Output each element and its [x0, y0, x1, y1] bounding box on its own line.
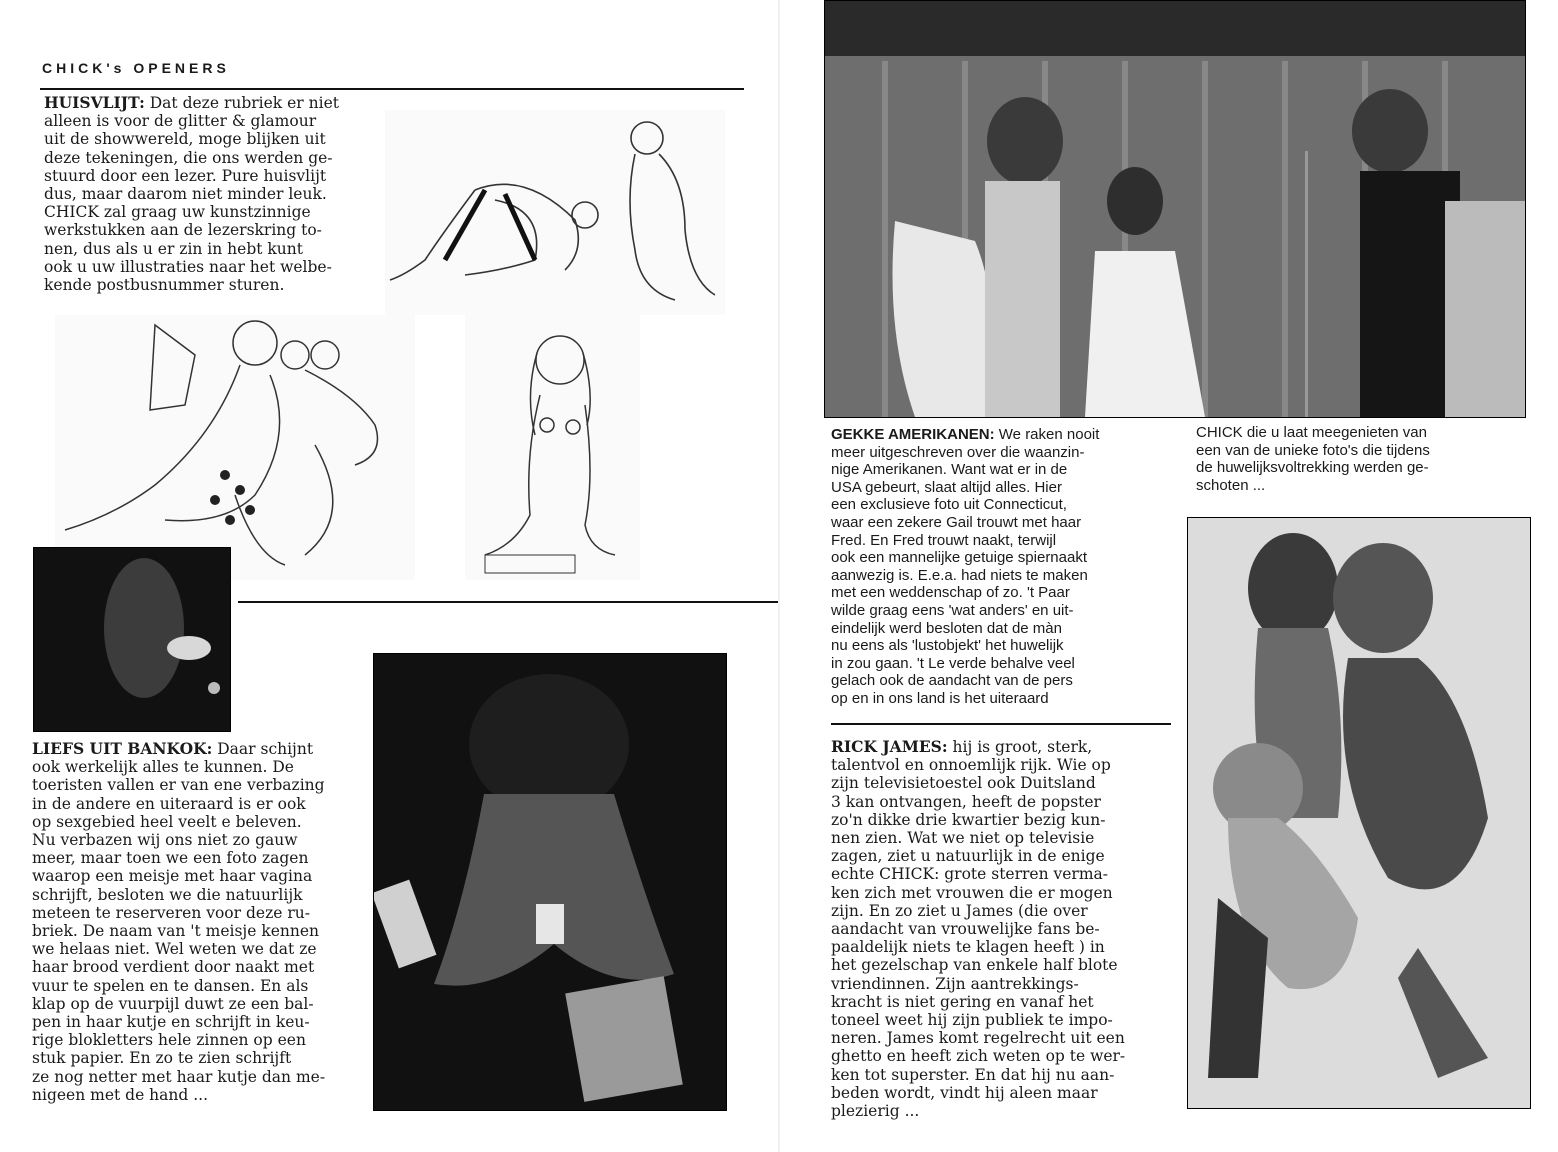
gekke-article	[831, 426, 1176, 708]
gekke-body: We raken nooit meer uitgeschreven over die waanzin- nige Amerikanen. Want wat er in de USA gebeurt, slaat altijd alles. Hier een exclusieve foto uit Connecticut, waar een zekere Gail trouwt met haar Fred. En Fred trouwt naakt, terwijl ook een mannelijke getuige spiernaakt aanwezig is. E.e.a. had niets te maken met een weddenschap of zo. 't Paar wilde graag eens 'wat anders' en uit- eindelijk werd besloten dat de màn nu eens als 'lustobjekt' het huwelijk in zou gaan. 't Le verde behalve veel gelach ook de aandacht van de pers op en in ons land is het uiteraard	[831, 426, 1100, 707]
drawing-couple-image	[385, 110, 725, 315]
bankok-body: Daar schijnt ook werkelijk alles te kunnen. De toeristen vallen er van ene verbazing in de andere en uiteraard is er ook op sexgebied heel veelt e beleven. Nu verbazen wij ons niet zo gauw meer, maar toen we een foto zagen waarop een meisje met haar vagina schrijft, besloten we die natuurlijk meteen te reserveren voor deze ru- briek. De naam van 't meisje kennen we helaas niet. Wel weten we dat ze haar brood verdient door naakt met vuur te spelen en te dansen. En als klap op de vuurpijl duwt ze een bal- pen in haar kutje en schrijft in keu- rige blokletters hele zinnen op een stuk papier. En zo te zien schrijft ze nog netter met haar kutje dan me- nigeen met de hand ...	[32, 740, 326, 1104]
wedding-photo-graphic	[825, 1, 1525, 417]
bankok-writing-graphic	[374, 654, 726, 1110]
wedding-photo	[824, 0, 1526, 418]
drawing-kneeling-woman-image	[465, 315, 640, 580]
gekke-heading: GEKKE AMERIKANEN:	[831, 426, 995, 443]
rick-article	[831, 738, 1176, 1120]
bankok-writing-photo	[373, 653, 727, 1111]
article-divider	[831, 723, 1171, 725]
bankok-performance-photo	[33, 547, 231, 732]
huisvlijt-body: Dat deze rubriek er niet alleen is voor de glitter & glamour uit de showwereld, moge blijken uit deze tekeningen, die ons werden ge- stuurd door een lezer. Pure huisvlijt dus, maar daarom niet minder leuk. CHICK zal graag uw kunstzinnige werkstukken aan de lezerskring to- nen, dus als u er zin in hebt kunt ook u uw illustraties naar het welbe- kende postbusnummer sturen.	[44, 94, 339, 295]
huisvlijt-article	[44, 94, 374, 294]
drawing-group-image	[55, 315, 415, 580]
section-divider	[238, 601, 778, 603]
wedding-caption: CHICK die u laat meegenieten van een van de unieke foto's die tijdens de huwelijksvoltrekking werden ge- schoten ...	[1196, 424, 1430, 494]
right-page	[779, 0, 1558, 1152]
rick-heading: RICK JAMES:	[831, 737, 948, 756]
bankok-heading: LIEFS UIT BANKOK:	[32, 739, 213, 758]
rick-james-graphic	[1188, 518, 1530, 1108]
header-rule	[40, 88, 744, 90]
bankok-article	[32, 740, 367, 1104]
section-title: CHICK's OPENERS	[42, 60, 230, 76]
rick-body: hij is groot, sterk, talentvol en onnoemlijk rijk. Wie op zijn televisietoestel ook Duitsland 3 kan ontvangen, heeft de popster zo'n dikke drie kwartier bezig kun- nen zien. Wat we niet op televisie zagen, ziet u natuurlijk in de enige echte CHICK: grote sterren verma- ken zich met vrouwen die er mogen zijn. En zo ziet u James (die over aandacht van vrouwelijke fans be- paaldelijk niets te klagen heeft ) in het gezelschap van enkele half blote vriendinnen. Zijn aantrekkings- kracht is niet gering en vanaf het toneel weet hij zijn publiek te impo- neren. James komt regelrecht uit een ghetto en heeft zich weten op te wer- ken tot superster. En dat hij nu aan- beden wordt, vindt hij aleen maar plezierig ...	[831, 738, 1126, 1121]
bankok-photo-graphic	[34, 548, 230, 731]
huisvlijt-heading: HUISVLIJT:	[44, 93, 145, 112]
rick-james-photo	[1187, 517, 1531, 1109]
